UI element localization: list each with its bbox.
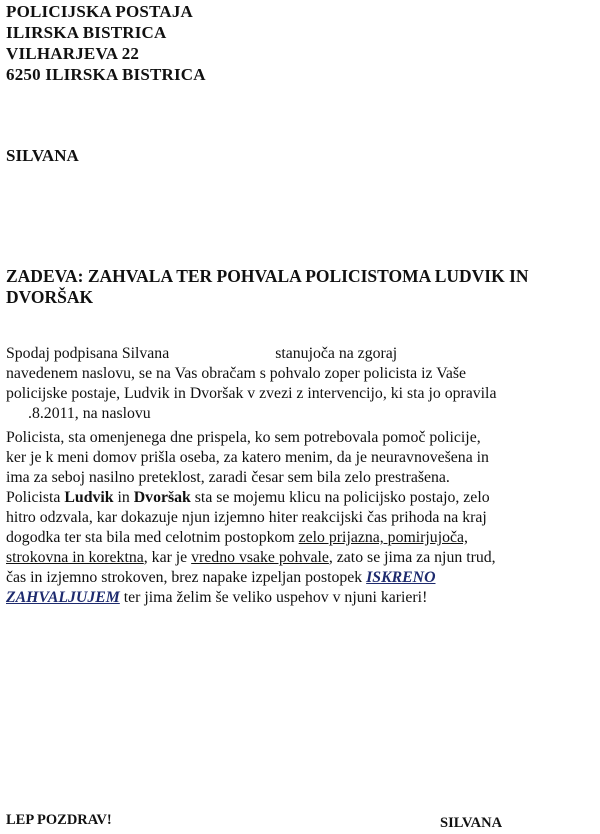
- para3-l6-post: ter jima želim še veliko uspehov v njuni karieri!: [123, 589, 428, 606]
- paragraph-situation: [6, 428, 594, 488]
- para3-l3-underlined: zelo prijazna, pomirjujoča,: [298, 529, 468, 546]
- recipient-name: SILVANA: [6, 146, 79, 165]
- officer-name-ludvik: Ludvik: [64, 489, 114, 506]
- paragraph-intro: [6, 344, 594, 424]
- para2-line-1: Policista, sta omenjenega dne prispela, ko sem potrebovala pomoč policije,: [6, 429, 481, 446]
- sender-line-1: POLICIJSKA POSTAJA: [6, 2, 194, 21]
- para3-l4-underlined-1: strokovna in korektna: [6, 549, 144, 566]
- para2-line-3: ima za seboj nasilno preteklost, zaradi česar sem bila zelo prestrašena.: [6, 469, 450, 486]
- para3-line-4: [6, 548, 594, 568]
- para3-l1-post: sta se mojemu klicu na policijsko postajo, zelo: [194, 489, 490, 506]
- para1-line-2: navedenem naslovu, se na Vas obračam s pohvalo zoper policista iz Vaše: [6, 365, 467, 382]
- para3-line-5: [6, 568, 594, 588]
- officer-name-dvorsak: Dvoršak: [133, 489, 191, 506]
- signature: SILVANA: [440, 815, 503, 831]
- para1-line-1a: Spodaj podpisana Silvana: [6, 345, 170, 362]
- para3-l5-pre: čas in izjemno strokoven, brez napake izpeljan postopek: [6, 569, 363, 586]
- scan-bleed-through: [370, 95, 570, 125]
- sender-line-4: 6250 ILIRSKA BISTRICA: [6, 65, 206, 84]
- sender-line-2: ILIRSKA BISTRICA: [6, 23, 167, 42]
- paragraph-praise: [6, 488, 594, 608]
- para3-line-1: [6, 488, 594, 508]
- para1-line-1b: stanujoča na zgoraj: [275, 345, 398, 362]
- para3-l1-pre: Policista: [6, 489, 61, 506]
- letter-subject: ZADEVA: ZAHVALA TER POHVALA POLICISTOMA LUDVIK IN DVORŠAK: [6, 266, 529, 307]
- para2-line-2: ker je k meni domov prišla oseba, za katero menim, da je neuravnovešena in: [6, 449, 489, 466]
- para3-line-6: [6, 588, 594, 608]
- para3-line-3: [6, 528, 594, 548]
- sender-address: [6, 1, 206, 85]
- sender-line-3: VILHARJEVA 22: [6, 44, 140, 63]
- para3-l3-pre: dogodka ter sta bila med celotnim postopkom: [6, 529, 295, 546]
- para3-l4-post: , zato se jima za njun trud,: [328, 549, 496, 566]
- para3-line-2: hitro odzvala, kar dokazuje njun izjemno hiter reakcijski čas prihoda na kraj: [6, 509, 487, 526]
- para1-line-4: .8.2011, na naslovu: [28, 405, 151, 422]
- para1-line-3: policijske postaje, Ludvik in Dvoršak v zvezi z intervencijo, ki sta jo opravila: [6, 385, 497, 402]
- para1-line-1: [6, 344, 594, 364]
- para3-l5-emphasis: ISKRENO: [366, 569, 436, 586]
- para3-l1-in: in: [117, 489, 130, 506]
- closing-greeting: LEP POZDRAV!: [6, 812, 112, 828]
- para3-l4-underlined-2: vredno vsake pohvale: [191, 549, 329, 566]
- para3-l4-mid: , kar je: [143, 549, 188, 566]
- para3-l6-emphasis: ZAHVALJUJEM: [6, 589, 120, 606]
